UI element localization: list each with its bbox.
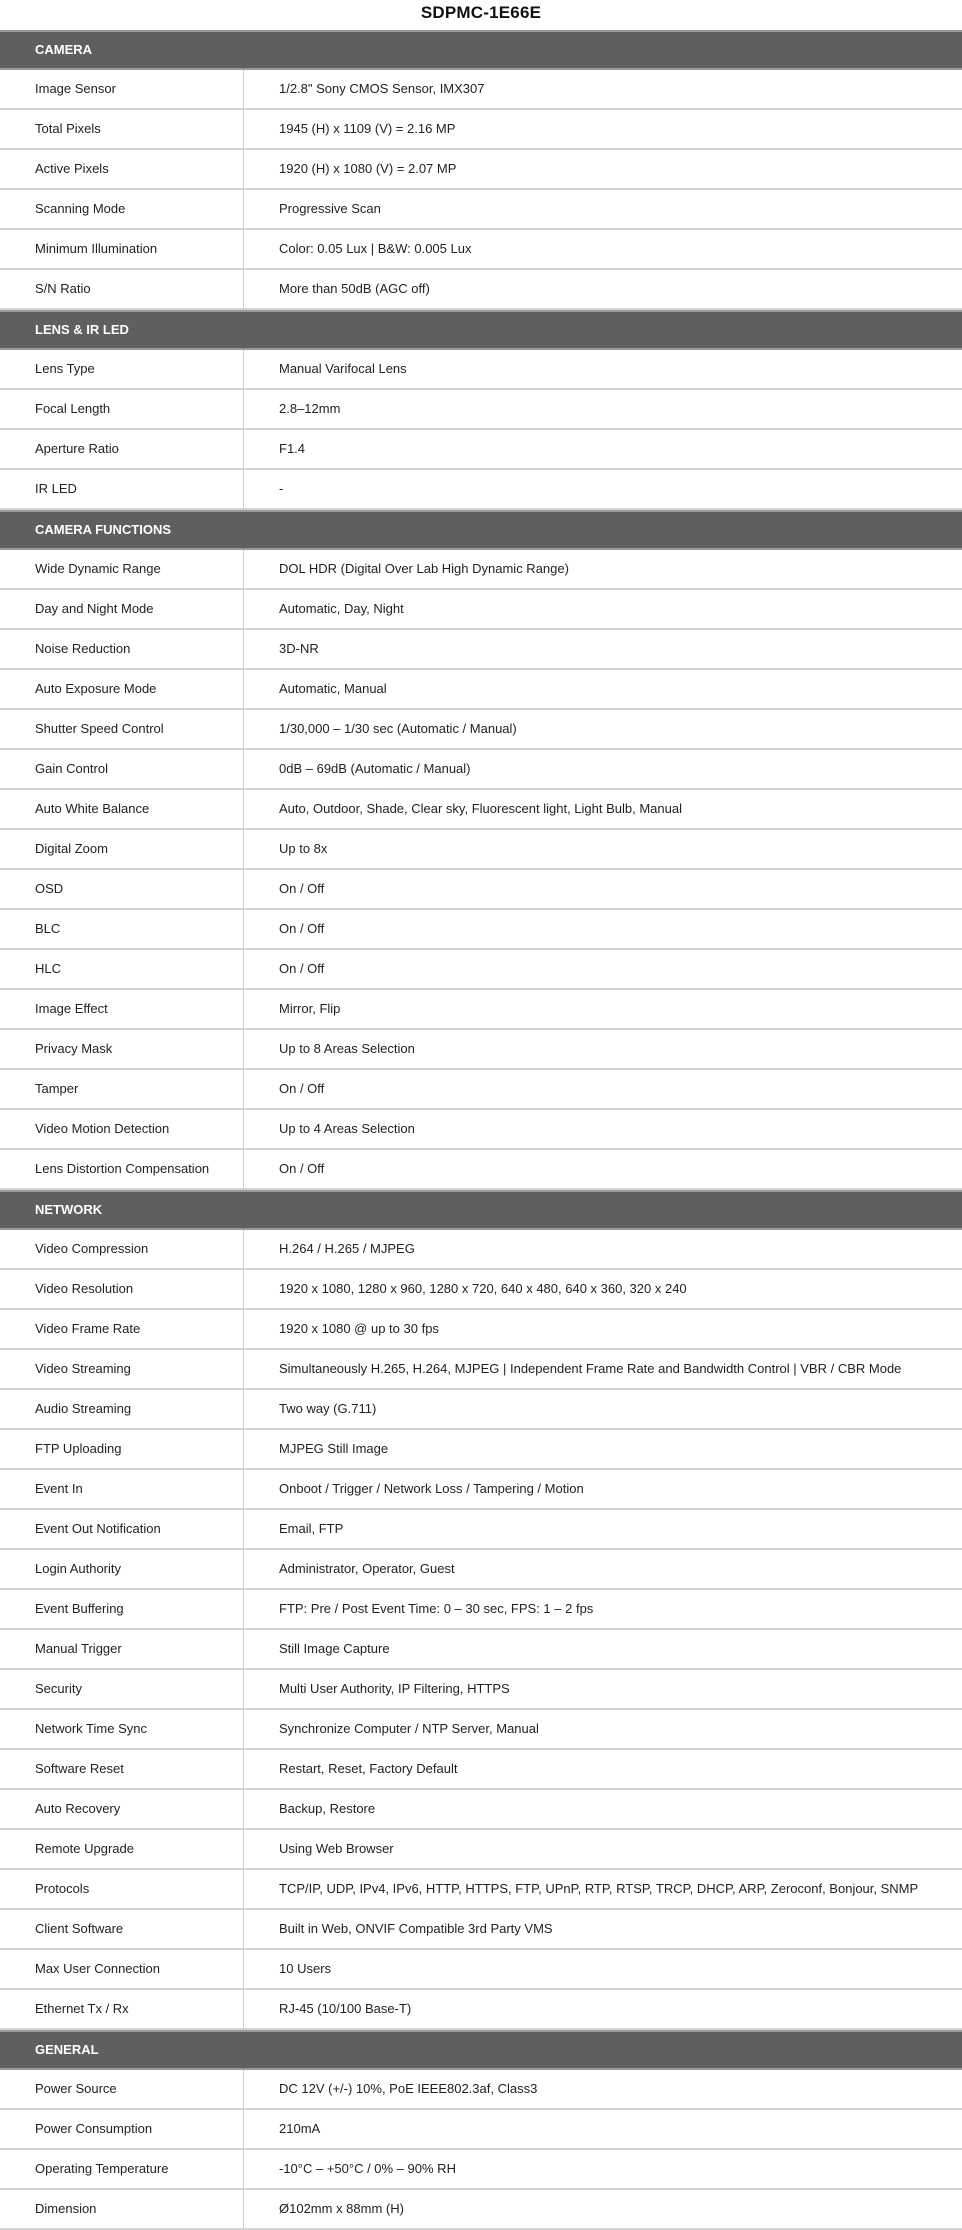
spec-value: Multi User Authority, IP Filtering, HTTPS bbox=[279, 1681, 510, 1696]
spec-value: Automatic, Day, Night bbox=[279, 601, 404, 616]
spec-row bbox=[0, 1590, 962, 1630]
spec-value: On / Off bbox=[279, 921, 325, 936]
spec-label: Day and Night Mode bbox=[0, 590, 244, 628]
spec-value: 0dB – 69dB (Automatic / Manual) bbox=[279, 761, 471, 776]
spec-value: H.264 / H.265 / MJPEG bbox=[279, 1241, 415, 1256]
spec-value: 1920 (H) x 1080 (V) = 2.07 MP bbox=[279, 161, 457, 176]
spec-value: Built in Web, ONVIF Compatible 3rd Party VMS bbox=[279, 1921, 553, 1936]
spec-row bbox=[0, 1310, 962, 1350]
spec-label: Tamper bbox=[0, 1070, 244, 1108]
spec-label: Power Consumption bbox=[0, 2110, 244, 2148]
spec-label: Minimum Illumination bbox=[0, 230, 244, 268]
spec-value: On / Off bbox=[279, 1081, 325, 1096]
spec-label: Ethernet Tx / Rx bbox=[0, 1990, 244, 2028]
section-header: LENS & IR LED bbox=[0, 310, 962, 350]
spec-row bbox=[0, 390, 962, 430]
spec-row bbox=[0, 1030, 962, 1070]
spec-label: Client Software bbox=[0, 1910, 244, 1948]
spec-row bbox=[0, 950, 962, 990]
spec-label: Auto Exposure Mode bbox=[0, 670, 244, 708]
spec-label: Network Time Sync bbox=[0, 1710, 244, 1748]
spec-label: HLC bbox=[0, 950, 244, 988]
spec-row bbox=[0, 1790, 962, 1830]
spec-row bbox=[0, 350, 962, 390]
spec-table bbox=[0, 30, 962, 2230]
spec-label: Total Pixels bbox=[0, 110, 244, 148]
spec-value: 1/30,000 – 1/30 sec (Automatic / Manual) bbox=[279, 721, 517, 736]
spec-value: 1920 x 1080 @ up to 30 fps bbox=[279, 1321, 439, 1336]
section-header: CAMERA FUNCTIONS bbox=[0, 510, 962, 550]
spec-label: OSD bbox=[0, 870, 244, 908]
spec-value: Ø102mm x 88mm (H) bbox=[279, 2201, 404, 2216]
spec-value: Progressive Scan bbox=[279, 201, 381, 216]
spec-label: Scanning Mode bbox=[0, 190, 244, 228]
spec-value: Still Image Capture bbox=[279, 1641, 390, 1656]
spec-label: Remote Upgrade bbox=[0, 1830, 244, 1868]
spec-label: Wide Dynamic Range bbox=[0, 550, 244, 588]
spec-row bbox=[0, 190, 962, 230]
page-title: SDPMC-1E66E bbox=[420, 3, 542, 22]
spec-label: Event In bbox=[0, 1470, 244, 1508]
spec-value: Automatic, Manual bbox=[279, 681, 387, 696]
spec-label: Active Pixels bbox=[0, 150, 244, 188]
spec-label: Login Authority bbox=[0, 1550, 244, 1588]
spec-row bbox=[0, 870, 962, 910]
spec-label: Focal Length bbox=[0, 390, 244, 428]
spec-label: Video Compression bbox=[0, 1230, 244, 1268]
spec-label: Max User Connection bbox=[0, 1950, 244, 1988]
spec-row bbox=[0, 1390, 962, 1430]
spec-value: FTP: Pre / Post Event Time: 0 – 30 sec, FPS: 1 – 2 fps bbox=[279, 1601, 594, 1616]
spec-row bbox=[0, 1670, 962, 1710]
spec-label: Power Source bbox=[0, 2070, 244, 2108]
section-header: CAMERA bbox=[0, 30, 962, 70]
spec-row bbox=[0, 1230, 962, 1270]
spec-value: -10°C – +50°C / 0% – 90% RH bbox=[279, 2161, 456, 2176]
spec-value: Manual Varifocal Lens bbox=[279, 361, 407, 376]
spec-label: Privacy Mask bbox=[0, 1030, 244, 1068]
spec-value: 2.8–12mm bbox=[279, 401, 341, 416]
spec-value: Auto, Outdoor, Shade, Clear sky, Fluorescent light, Light Bulb, Manual bbox=[279, 801, 682, 816]
spec-value: Administrator, Operator, Guest bbox=[279, 1561, 455, 1576]
spec-label: Image Sensor bbox=[0, 70, 244, 108]
spec-row bbox=[0, 70, 962, 110]
spec-value: Mirror, Flip bbox=[279, 1001, 341, 1016]
spec-row bbox=[0, 1110, 962, 1150]
spec-value: - bbox=[279, 481, 284, 496]
spec-label: Protocols bbox=[0, 1870, 244, 1908]
spec-label: Video Frame Rate bbox=[0, 1310, 244, 1348]
spec-row bbox=[0, 110, 962, 150]
spec-value: DOL HDR (Digital Over Lab High Dynamic Range) bbox=[279, 561, 569, 576]
spec-row bbox=[0, 1750, 962, 1790]
spec-label: IR LED bbox=[0, 470, 244, 508]
spec-value: Up to 8 Areas Selection bbox=[279, 1041, 415, 1056]
spec-row bbox=[0, 1550, 962, 1590]
spec-label: Video Resolution bbox=[0, 1270, 244, 1308]
spec-row bbox=[0, 470, 962, 510]
spec-row bbox=[0, 270, 962, 310]
spec-value: Color: 0.05 Lux | B&W: 0.005 Lux bbox=[279, 241, 472, 256]
spec-label: Shutter Speed Control bbox=[0, 710, 244, 748]
spec-row bbox=[0, 1870, 962, 1910]
spec-label: Auto Recovery bbox=[0, 1790, 244, 1828]
spec-row bbox=[0, 230, 962, 270]
spec-row bbox=[0, 430, 962, 470]
spec-row bbox=[0, 1430, 962, 1470]
spec-value: Up to 8x bbox=[279, 841, 328, 856]
spec-label: Auto White Balance bbox=[0, 790, 244, 828]
spec-value: On / Off bbox=[279, 961, 325, 976]
spec-label: Digital Zoom bbox=[0, 830, 244, 868]
spec-label: Lens Distortion Compensation bbox=[0, 1150, 244, 1188]
spec-row bbox=[0, 1510, 962, 1550]
spec-value: Onboot / Trigger / Network Loss / Tampering / Motion bbox=[279, 1481, 584, 1496]
spec-value: Two way (G.711) bbox=[279, 1401, 377, 1416]
spec-label: Lens Type bbox=[0, 350, 244, 388]
spec-value: Simultaneously H.265, H.264, MJPEG | Independent Frame Rate and Bandwidth Control | VBR / CBR Mode bbox=[279, 1361, 902, 1376]
spec-row bbox=[0, 2190, 962, 2230]
spec-row bbox=[0, 750, 962, 790]
spec-value: 210mA bbox=[279, 2121, 321, 2136]
spec-label: Manual Trigger bbox=[0, 1630, 244, 1668]
spec-label: Image Effect bbox=[0, 990, 244, 1028]
spec-row bbox=[0, 1630, 962, 1670]
spec-value: Up to 4 Areas Selection bbox=[279, 1121, 415, 1136]
spec-row bbox=[0, 1350, 962, 1390]
spec-label: Video Motion Detection bbox=[0, 1110, 244, 1148]
spec-row bbox=[0, 1070, 962, 1110]
spec-value: MJPEG Still Image bbox=[279, 1441, 389, 1456]
section-header: GENERAL bbox=[0, 2030, 962, 2070]
spec-row bbox=[0, 150, 962, 190]
spec-row bbox=[0, 1470, 962, 1510]
spec-row bbox=[0, 1950, 962, 1990]
spec-value: On / Off bbox=[279, 1161, 325, 1176]
spec-value: DC 12V (+/-) 10%, PoE IEEE802.3af, Class3 bbox=[279, 2081, 538, 2096]
spec-label: Video Streaming bbox=[0, 1350, 244, 1388]
spec-row bbox=[0, 830, 962, 870]
spec-row bbox=[0, 670, 962, 710]
spec-value: 3D-NR bbox=[279, 641, 319, 656]
spec-row bbox=[0, 990, 962, 1030]
spec-value: Email, FTP bbox=[279, 1521, 344, 1536]
spec-value: Backup, Restore bbox=[279, 1801, 376, 1816]
spec-row bbox=[0, 2070, 962, 2110]
spec-label: Event Buffering bbox=[0, 1590, 244, 1628]
spec-label: Security bbox=[0, 1670, 244, 1708]
spec-row bbox=[0, 2110, 962, 2150]
spec-row bbox=[0, 910, 962, 950]
spec-row bbox=[0, 590, 962, 630]
spec-row bbox=[0, 630, 962, 670]
spec-value: Synchronize Computer / NTP Server, Manual bbox=[279, 1721, 539, 1736]
spec-value: 10 Users bbox=[279, 1961, 332, 1976]
spec-row bbox=[0, 2150, 962, 2190]
spec-label: Audio Streaming bbox=[0, 1390, 244, 1428]
spec-row bbox=[0, 1910, 962, 1950]
spec-label: BLC bbox=[0, 910, 244, 948]
spec-value: More than 50dB (AGC off) bbox=[279, 281, 430, 296]
spec-row bbox=[0, 1270, 962, 1310]
spec-label: Gain Control bbox=[0, 750, 244, 788]
spec-value: F1.4 bbox=[279, 441, 306, 456]
spec-row bbox=[0, 1150, 962, 1190]
spec-label: Dimension bbox=[0, 2190, 244, 2228]
spec-value: On / Off bbox=[279, 881, 325, 896]
spec-value: Restart, Reset, Factory Default bbox=[279, 1761, 458, 1776]
spec-row bbox=[0, 1830, 962, 1870]
spec-label: Event Out Notification bbox=[0, 1510, 244, 1548]
spec-value: RJ-45 (10/100 Base-T) bbox=[279, 2001, 412, 2016]
spec-value: TCP/IP, UDP, IPv4, IPv6, HTTP, HTTPS, FTP, UPnP, RTP, RTSP, TRCP, DHCP, ARP, Zeroconf, Bonjour, SNMP bbox=[279, 1881, 919, 1896]
spec-label: Operating Temperature bbox=[0, 2150, 244, 2188]
spec-value: 1945 (H) x 1109 (V) = 2.16 MP bbox=[279, 121, 456, 136]
spec-value: 1/2.8" Sony CMOS Sensor, IMX307 bbox=[279, 81, 485, 96]
spec-row bbox=[0, 1990, 962, 2030]
spec-row bbox=[0, 1710, 962, 1750]
spec-row bbox=[0, 710, 962, 750]
spec-label: S/N Ratio bbox=[0, 270, 244, 308]
spec-label: Noise Reduction bbox=[0, 630, 244, 668]
spec-row bbox=[0, 790, 962, 830]
spec-row bbox=[0, 550, 962, 590]
spec-value: Using Web Browser bbox=[279, 1841, 394, 1856]
spec-label: Software Reset bbox=[0, 1750, 244, 1788]
section-header: NETWORK bbox=[0, 1190, 962, 1230]
spec-value: 1920 x 1080, 1280 x 960, 1280 x 720, 640 x 480, 640 x 360, 320 x 240 bbox=[279, 1281, 687, 1296]
spec-label: Aperture Ratio bbox=[0, 430, 244, 468]
spec-label: FTP Uploading bbox=[0, 1430, 244, 1468]
